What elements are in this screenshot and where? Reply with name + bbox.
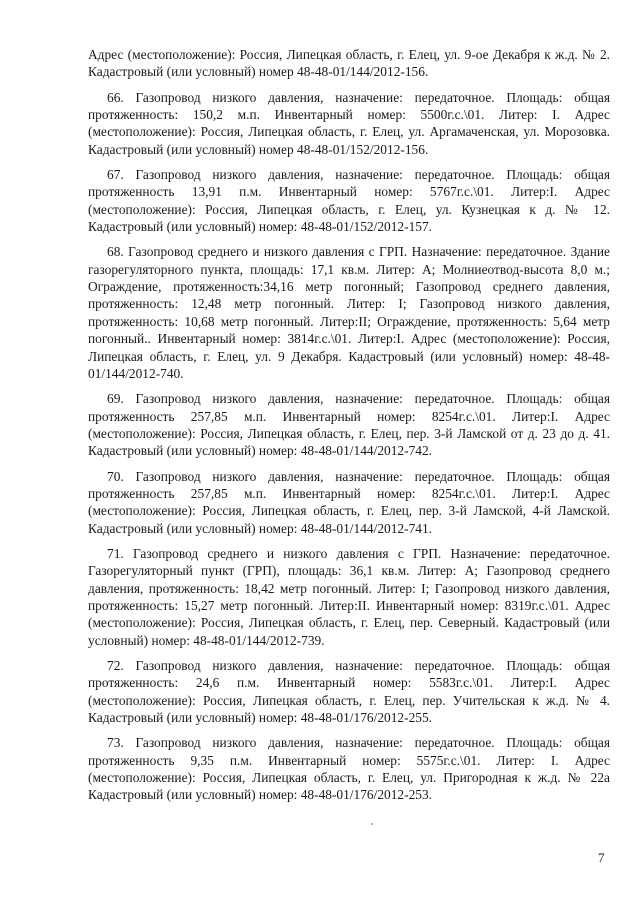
paragraph-continuation-65: Адрес (местоположение): Россия, Липецкая область, г. Елец, ул. 9-ое Декабря к ж.д. № 2. Кадастровый (или условный) номер 48-48-01/144/2012-156.: [88, 47, 610, 80]
paragraph-item-70: 70. Газопровод низкого давления, назначение: передаточное. Площадь: общая протяженность 257,85 м.п. Инвентарный номер: 8254г.с.\01. Литер:I. Адрес (местоположение): Россия, Липецкая область, г. Елец, пер. 3-й Ламской, 4-й Ламской. Кадастровый (или условный) номер: 48-48-01/144/2012-741.: [88, 468, 610, 536]
document-body: [88, 46, 610, 812]
paragraph-item-69: 69. Газопровод низкого давления, назначение: передаточное. Площадь: общая протяженность 257,85 м.п. Инвентарный номер: 8254г.с.\01. Литер:I. Адрес (местоположение): Россия, Липецкая область, г. Елец, пер. 3-й Ламской от д. 23 до д. 41. Кадастровый (или условный) номер: 48-48-01/144/2012-742.: [88, 391, 610, 459]
paragraph-item-72: 72. Газопровод низкого давления, назначение: передаточное. Площадь: общая протяженность: 24,6 п.м. Инвентарный номер: 5583г.с.\01. Литер:I. Адрес (местоположение): Россия, Липецкая область, г. Елец, пер. Учительская к ж.д. № 4. Кадастровый (или условный) номер: 48-48-01/176/2012-255.: [88, 658, 610, 726]
paragraph-item-68: 68. Газопровод среднего и низкого давления с ГРП. Назначение: передаточное. Здание газорегуляторного пункта, площадь: 17,1 кв.м. Литер: А; Молниеотвод-высота 8,0 м.; Ограждение, протяженность:34,16 метр погонный; Газопровод среднего давления, протяженность: 12,48 метр погонный. Литер: I; Газопровод низкого давления, протяженность: 10,68 метр погонный. Литер:II; Ограждение, протяженность: 5,64 метр погонный.. Инвентарный номер: 3814г.с.\01. Литер:I. Адрес (местоположение): Россия, Липецкая область, г. Елец, ул. 9 Декабря. Кадастровый (или условный) номер: 48-48-01/144/2012-740.: [88, 244, 610, 381]
paragraph-item-66: 66. Газопровод низкого давления, назначение: передаточное. Площадь: общая протяженность: 150,2 м.п. Инвентарный номер: 5500г.с.\01. Литер: I. Адрес (местоположение): Россия, Липецкая область, г. Елец, ул. Аргамаченская, ул. Морозовка. Кадастровый (или условный) номер 48-48-01/152/2012-156.: [88, 89, 610, 157]
paragraph-item-67: 67. Газопровод низкого давления, назначение: передаточное. Площадь: общая протяженность 13,91 п.м. Инвентарный номер: 5767г.с.\01. Литер:I. Адрес (местоположение): Россия, Липецкая область, г. Елец, ул. Кузнецкая к д. № 12. Кадастровый (или условный) номер: 48-48-01/152/2012-157.: [88, 167, 610, 235]
paragraph-item-73: 73. Газопровод низкого давления, назначение: передаточное. Площадь: общая протяженность 9,35 п.м. Инвентарный номер: 5575г.с.\01. Литер: I. Адрес (местоположение): Россия, Липецкая область, г. Елец, ул. Пригородная к ж.д. № 22а Кадастровый (или условный) номер: 48-48-01/176/2012-253.: [88, 735, 610, 803]
scan-speck: [371, 823, 373, 825]
page-number: 7: [598, 850, 605, 865]
paragraph-item-71: 71. Газопровод среднего и низкого давления с ГРП. Назначение: передаточное. Газорегуляторный пункт (ГРП), площадь: 36,1 кв.м. Литер: А; Газопровод среднего давления, протяженность: 18,42 метр погонный. Литер: I; Газопровод низкого давления, протяженность: 15,27 метр погонный. Литер:II. Инвентарный номер: 8319г.с.\01. Адрес (местоположение): Россия, Липецкая область, г. Елец, пер. Северный. Кадастровый (или условный) номер: 48-48-01/144/2012-739.: [88, 545, 610, 648]
